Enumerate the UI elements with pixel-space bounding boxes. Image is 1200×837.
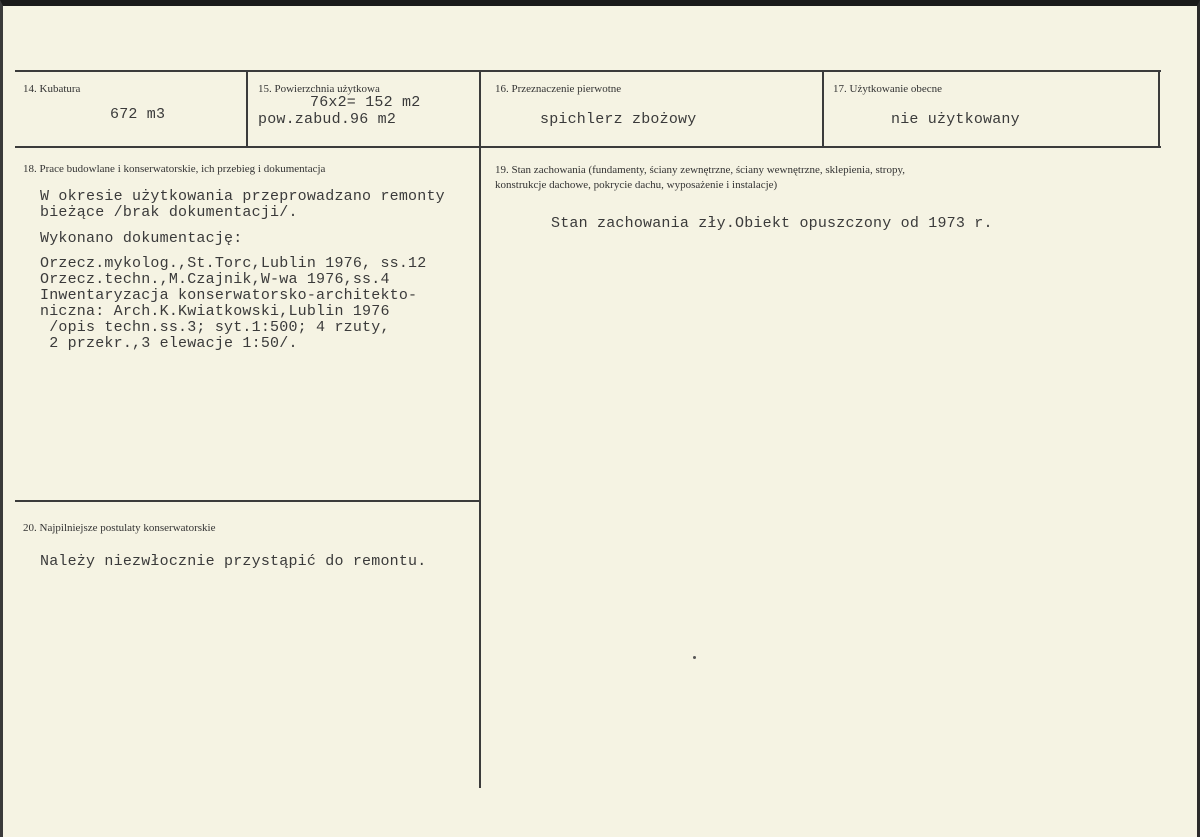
field-18-line-1: W okresie użytkowania przeprowadzano remonty (40, 188, 445, 205)
divider-16-17 (822, 72, 824, 148)
row1-bottom-rule (15, 146, 1161, 148)
field-20-label: 20. Najpilniejsze postulaty konserwatorskie (23, 522, 216, 534)
field-18-label: 18. Prace budowlane i konserwatorskie, ich przebieg i dokumentacja (23, 163, 326, 175)
field-19-label-line1: 19. Stan zachowania (fundamenty, ściany zewnętrzne, ściany wewnętrzne, sklepienia, stropy, (495, 164, 906, 176)
field-17-label: 17. Użytkowanie obecne (833, 83, 943, 95)
field-14-value: 672 m3 (110, 106, 166, 123)
field-20-value: Należy niezwłocznie przystąpić do remontu. (40, 553, 427, 570)
field-16-value: spichlerz zbożowy (540, 111, 697, 128)
field18-bottom-rule (15, 500, 481, 502)
field-18-line-9: 2 przekr.,3 elewacje 1:50/. (40, 335, 298, 352)
field-17-value: nie użytkowany (891, 111, 1020, 128)
top-rule (15, 70, 1161, 72)
field-18-line-6: Inwentaryzacja konserwatorsko-architekto- (40, 287, 418, 304)
divider-14-15 (246, 72, 248, 148)
right-edge-rule (1158, 72, 1160, 148)
field-18-line-3: Wykonano dokumentację: (40, 230, 243, 247)
field-15-value-line1: 76x2= 152 m2 (310, 94, 421, 111)
field-19-value: Stan zachowania zły.Obiekt opuszczony od 1973 r. (551, 215, 993, 232)
field-15-label: 15. Powierzchnia użytkowa (258, 83, 380, 95)
field-18-line-4: Orzecz.mykolog.,St.Torc,Lublin 1976, ss.12 (40, 255, 427, 272)
field-18-line-7: niczna: Arch.K.Kwiatkowski,Lublin 1976 (40, 303, 390, 320)
field-18-line-8: /opis techn.ss.3; syt.1:500; 4 rzuty, (40, 319, 390, 336)
field-15-value-line2: pow.zabud.96 m2 (258, 111, 397, 128)
ink-speck (693, 656, 696, 659)
divider-15-16 (479, 72, 481, 788)
field-18-line-5: Orzecz.techn.,M.Czajnik,W-wa 1976,ss.4 (40, 271, 390, 288)
field-18-line-2: bieżące /brak dokumentacji/. (40, 204, 298, 221)
field-14-label: 14. Kubatura (23, 83, 81, 95)
field-19-label-line2: konstrukcje dachowe, pokrycie dachu, wyposażenie i instalacje) (495, 179, 778, 191)
field-16-label: 16. Przeznaczenie pierwotne (495, 83, 622, 95)
